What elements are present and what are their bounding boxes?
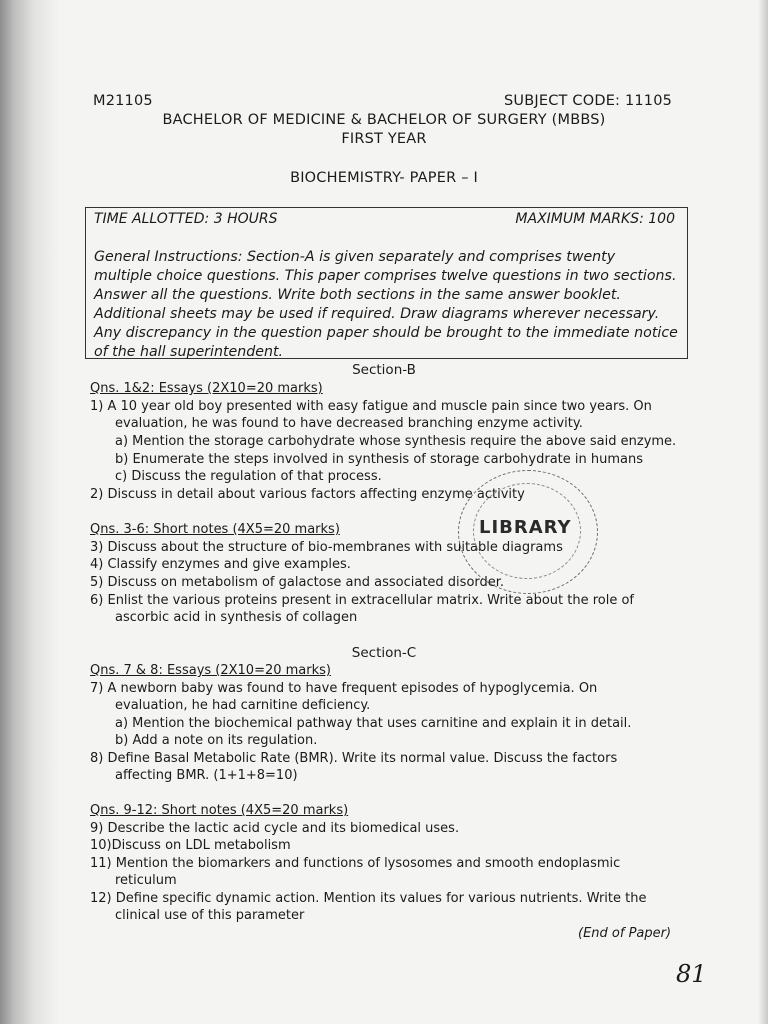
paper-title: BIOCHEMISTRY- PAPER – I xyxy=(290,170,478,186)
paper-code: M21105 xyxy=(93,93,153,109)
question-line: 7) A newborn baby was found to have frequent episodes of hypoglycemia. On xyxy=(90,681,598,696)
question-line: 9) Describe the lactic acid cycle and its biomedical uses. xyxy=(90,821,460,836)
instruction-line: Additional sheets may be used if required. Draw diagrams wherever necessary. xyxy=(94,306,660,322)
question-line: 8) Define Basal Metabolic Rate (BMR). Write its normal value. Discuss the factors xyxy=(90,751,618,766)
question-line: ascorbic acid in synthesis of collagen xyxy=(115,610,358,625)
instructions-box xyxy=(85,207,688,359)
degree-title: BACHELOR OF MEDICINE & BACHELOR OF SURGERY (MBBS) xyxy=(162,112,606,128)
section-b-essays-heading: Qns. 1&2: Essays (2X10=20 marks) xyxy=(90,381,323,396)
question-line: 2) Discuss in detail about various factors affecting enzyme activity xyxy=(90,487,525,502)
instruction-line: Answer all the questions. Write both sections in the same answer booklet. xyxy=(94,287,621,303)
question-line: b) Enumerate the steps involved in synthesis of storage carbohydrate in humans xyxy=(115,452,644,467)
question-line: evaluation, he had carnitine deficiency. xyxy=(115,698,371,713)
question-line: 5) Discuss on metabolism of galactose and associated disorder. xyxy=(90,575,505,590)
question-line: 1) A 10 year old boy presented with easy fatigue and muscle pain since two years. On xyxy=(90,399,652,414)
instruction-line: Any discrepancy in the question paper should be brought to the immediate notice xyxy=(94,325,678,341)
question-line: 12) Define specific dynamic action. Mention its values for various nutrients. Write the xyxy=(90,891,647,906)
question-line: 11) Mention the biomarkers and functions of lysosomes and smooth endoplasmic xyxy=(90,856,621,871)
question-line: 3) Discuss about the structure of bio-membranes with suitable diagrams xyxy=(90,540,563,555)
question-line: 4) Classify enzymes and give examples. xyxy=(90,557,351,572)
section-c-title: Section-C xyxy=(351,645,417,661)
time-allotted: TIME ALLOTTED: 3 HOURS xyxy=(94,211,278,227)
maximum-marks: MAXIMUM MARKS: 100 xyxy=(515,211,675,227)
page-number: 81 xyxy=(676,960,707,988)
question-line: evaluation, he was found to have decreased branching enzyme activity. xyxy=(115,416,583,431)
question-line: affecting BMR. (1+1+8=10) xyxy=(115,768,298,783)
stamp-text: LIBRARY xyxy=(479,517,572,538)
question-line: 6) Enlist the various proteins present in extracellular matrix. Write about the role of xyxy=(90,593,635,608)
section-b-short-notes-heading: Qns. 3-6: Short notes (4X5=20 marks) xyxy=(90,522,340,537)
instruction-line: of the hall superintendent. xyxy=(94,344,284,360)
instruction-line: General Instructions: Section-A is given separately and comprises twenty xyxy=(94,249,616,265)
section-c-essays-heading: Qns. 7 & 8: Essays (2X10=20 marks) xyxy=(90,663,331,678)
question-line: reticulum xyxy=(115,873,177,888)
question-line: 10)Discuss on LDL metabolism xyxy=(90,838,291,853)
section-c-short-notes-heading: Qns. 9-12: Short notes (4X5=20 marks) xyxy=(90,803,349,818)
question-line: clinical use of this parameter xyxy=(115,908,305,923)
question-line: a) Mention the storage carbohydrate whose synthesis require the above said enzyme. xyxy=(115,434,677,449)
question-line: a) Mention the biochemical pathway that uses carnitine and explain it in detail. xyxy=(115,716,632,731)
instruction-line: multiple choice questions. This paper comprises twelve questions in two sections. xyxy=(94,268,677,284)
question-line: c) Discuss the regulation of that process. xyxy=(115,469,382,484)
section-b-title: Section-B xyxy=(352,362,416,378)
subject-code: SUBJECT CODE: 11105 xyxy=(504,93,673,109)
year-title: FIRST YEAR xyxy=(341,131,427,147)
question-line: b) Add a note on its regulation. xyxy=(115,733,318,748)
library-stamp xyxy=(458,470,598,594)
end-of-paper: (End of Paper) xyxy=(578,926,672,941)
